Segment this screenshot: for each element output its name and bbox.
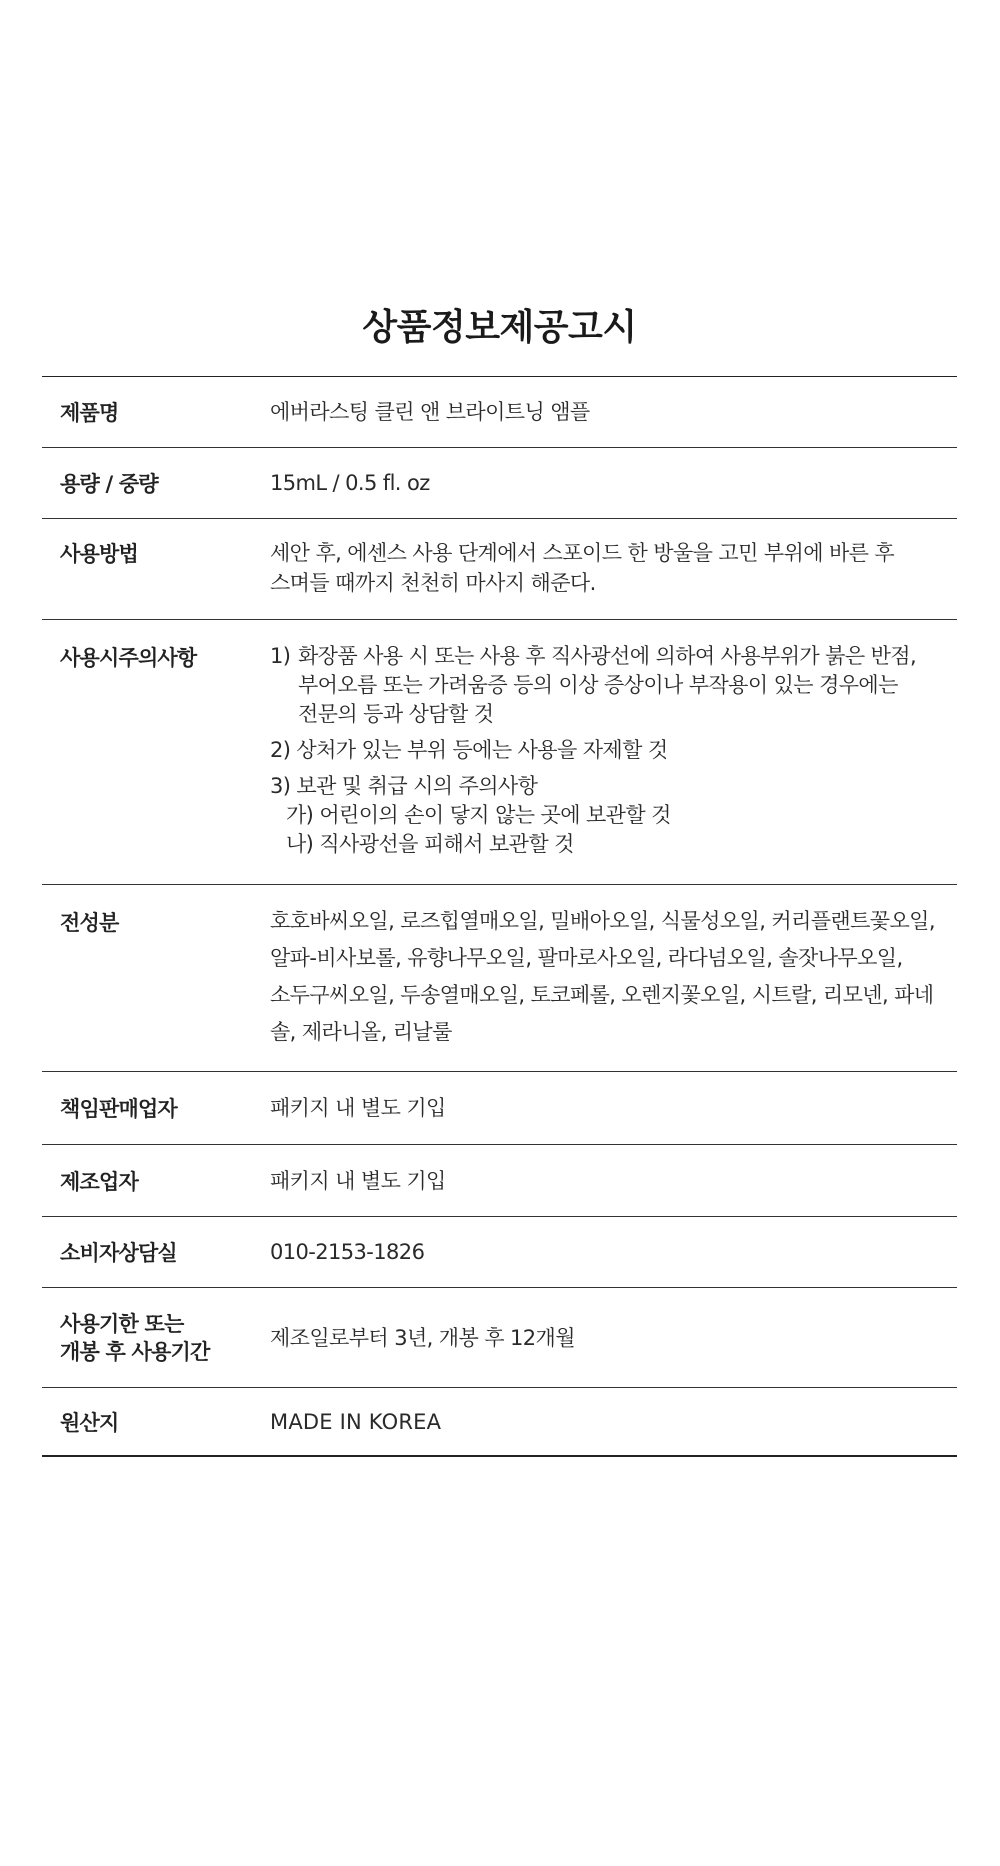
ingredients-line: 알파-비사보롤, 유향나무오일, 팔마로사오일, 라다넘오일, 솔잣나무오일, [270,946,903,970]
row-value [270,1145,957,1216]
expiry-label-line: 개봉 후 사용기간 [60,1339,210,1364]
row-volume [42,447,957,518]
row-label: 원산지 [60,1410,119,1435]
page-title: 상품정보제공고시 [362,307,637,348]
caution-item [270,642,947,729]
usage-line: 스며들 때까지 천천히 마사지 해준다. [270,571,596,595]
row-label: 사용시주의사항 [60,646,197,670]
row-ingredients [42,884,957,1071]
row-label: 사용방법 [60,542,138,566]
row-value [270,1072,957,1144]
row-consumer-center [42,1216,957,1287]
row-cautions [42,619,957,884]
row-origin [42,1387,957,1455]
row-value [270,1388,957,1455]
origin-value: MADE IN KOREA [270,1409,442,1434]
row-label: 제품명 [60,401,119,425]
row-value [270,1288,957,1387]
caution-subitem: 가) 어린이의 손이 닿지 않는 곳에 보관할 것 [286,803,671,827]
caution-item [270,772,947,859]
expiry-value: 제조일로부터 3년, 개봉 후 12개월 [270,1325,575,1350]
row-expiry [42,1287,957,1387]
manufacturer-value: 패키지 내 별도 기입 [270,1168,446,1193]
row-manufacturer [42,1144,957,1216]
caution-line: 전문의 등과 상담할 것 [298,702,494,726]
caution-line: 화장품 사용 시 또는 사용 후 직사광선에 의하여 사용부위가 붉은 반점, [298,644,917,668]
row-value [270,519,957,619]
row-value [270,448,957,518]
row-value [270,1217,957,1287]
caution-number: 1) [270,644,291,668]
caution-subitem: 나) 직사광선을 피해서 보관할 것 [286,832,574,856]
row-label: 소비자상담실 [60,1241,177,1265]
ingredients-line: 호호바씨오일, 로즈힙열매오일, 밀배아오일, 식물성오일, 커리플랜트꽃오일, [270,909,935,933]
row-label: 제조업자 [60,1169,138,1194]
row-label: 전성분 [60,911,119,935]
row-value [270,620,957,884]
caution-text [298,642,947,729]
row-seller [42,1071,957,1144]
volume-value: 15mL / 0.5 fl. oz [270,471,430,495]
product-info-table [42,376,957,1457]
row-value [270,377,957,447]
row-product-name [42,377,957,447]
caution-item [270,736,947,765]
consumer-center-phone: 010-2153-1826 [270,1240,425,1264]
seller-value: 패키지 내 별도 기입 [270,1096,446,1120]
usage-line: 세안 후, 에센스 사용 단계에서 스포이드 한 방울을 고민 부위에 바른 후 [270,541,895,565]
ingredients-line: 솔, 제라니올, 리날룰 [270,1020,452,1044]
expiry-label-line: 사용기한 또는 [60,1311,184,1336]
row-label: 용량 / 중량 [60,472,158,496]
product-info-notice [42,300,957,1457]
caution-text: 2) 상처가 있는 부위 등에는 사용을 자제할 것 [270,738,668,762]
row-value [270,885,957,1071]
caution-line: 부어오름 또는 가려움증 등의 이상 증상이나 부작용이 있는 경우에는 [298,673,898,697]
row-label: 책임판매업자 [60,1097,177,1121]
ingredients-line: 소두구씨오일, 두송열매오일, 토코페롤, 오렌지꽃오일, 시트랄, 리모넨, 파네 [270,983,934,1007]
row-label [42,1288,270,1387]
product-name-value: 에버라스팅 클린 앤 브라이트닝 앰플 [270,400,590,424]
row-usage [42,518,957,619]
caution-text: 3) 보관 및 취급 시의 주의사항 [270,774,538,798]
